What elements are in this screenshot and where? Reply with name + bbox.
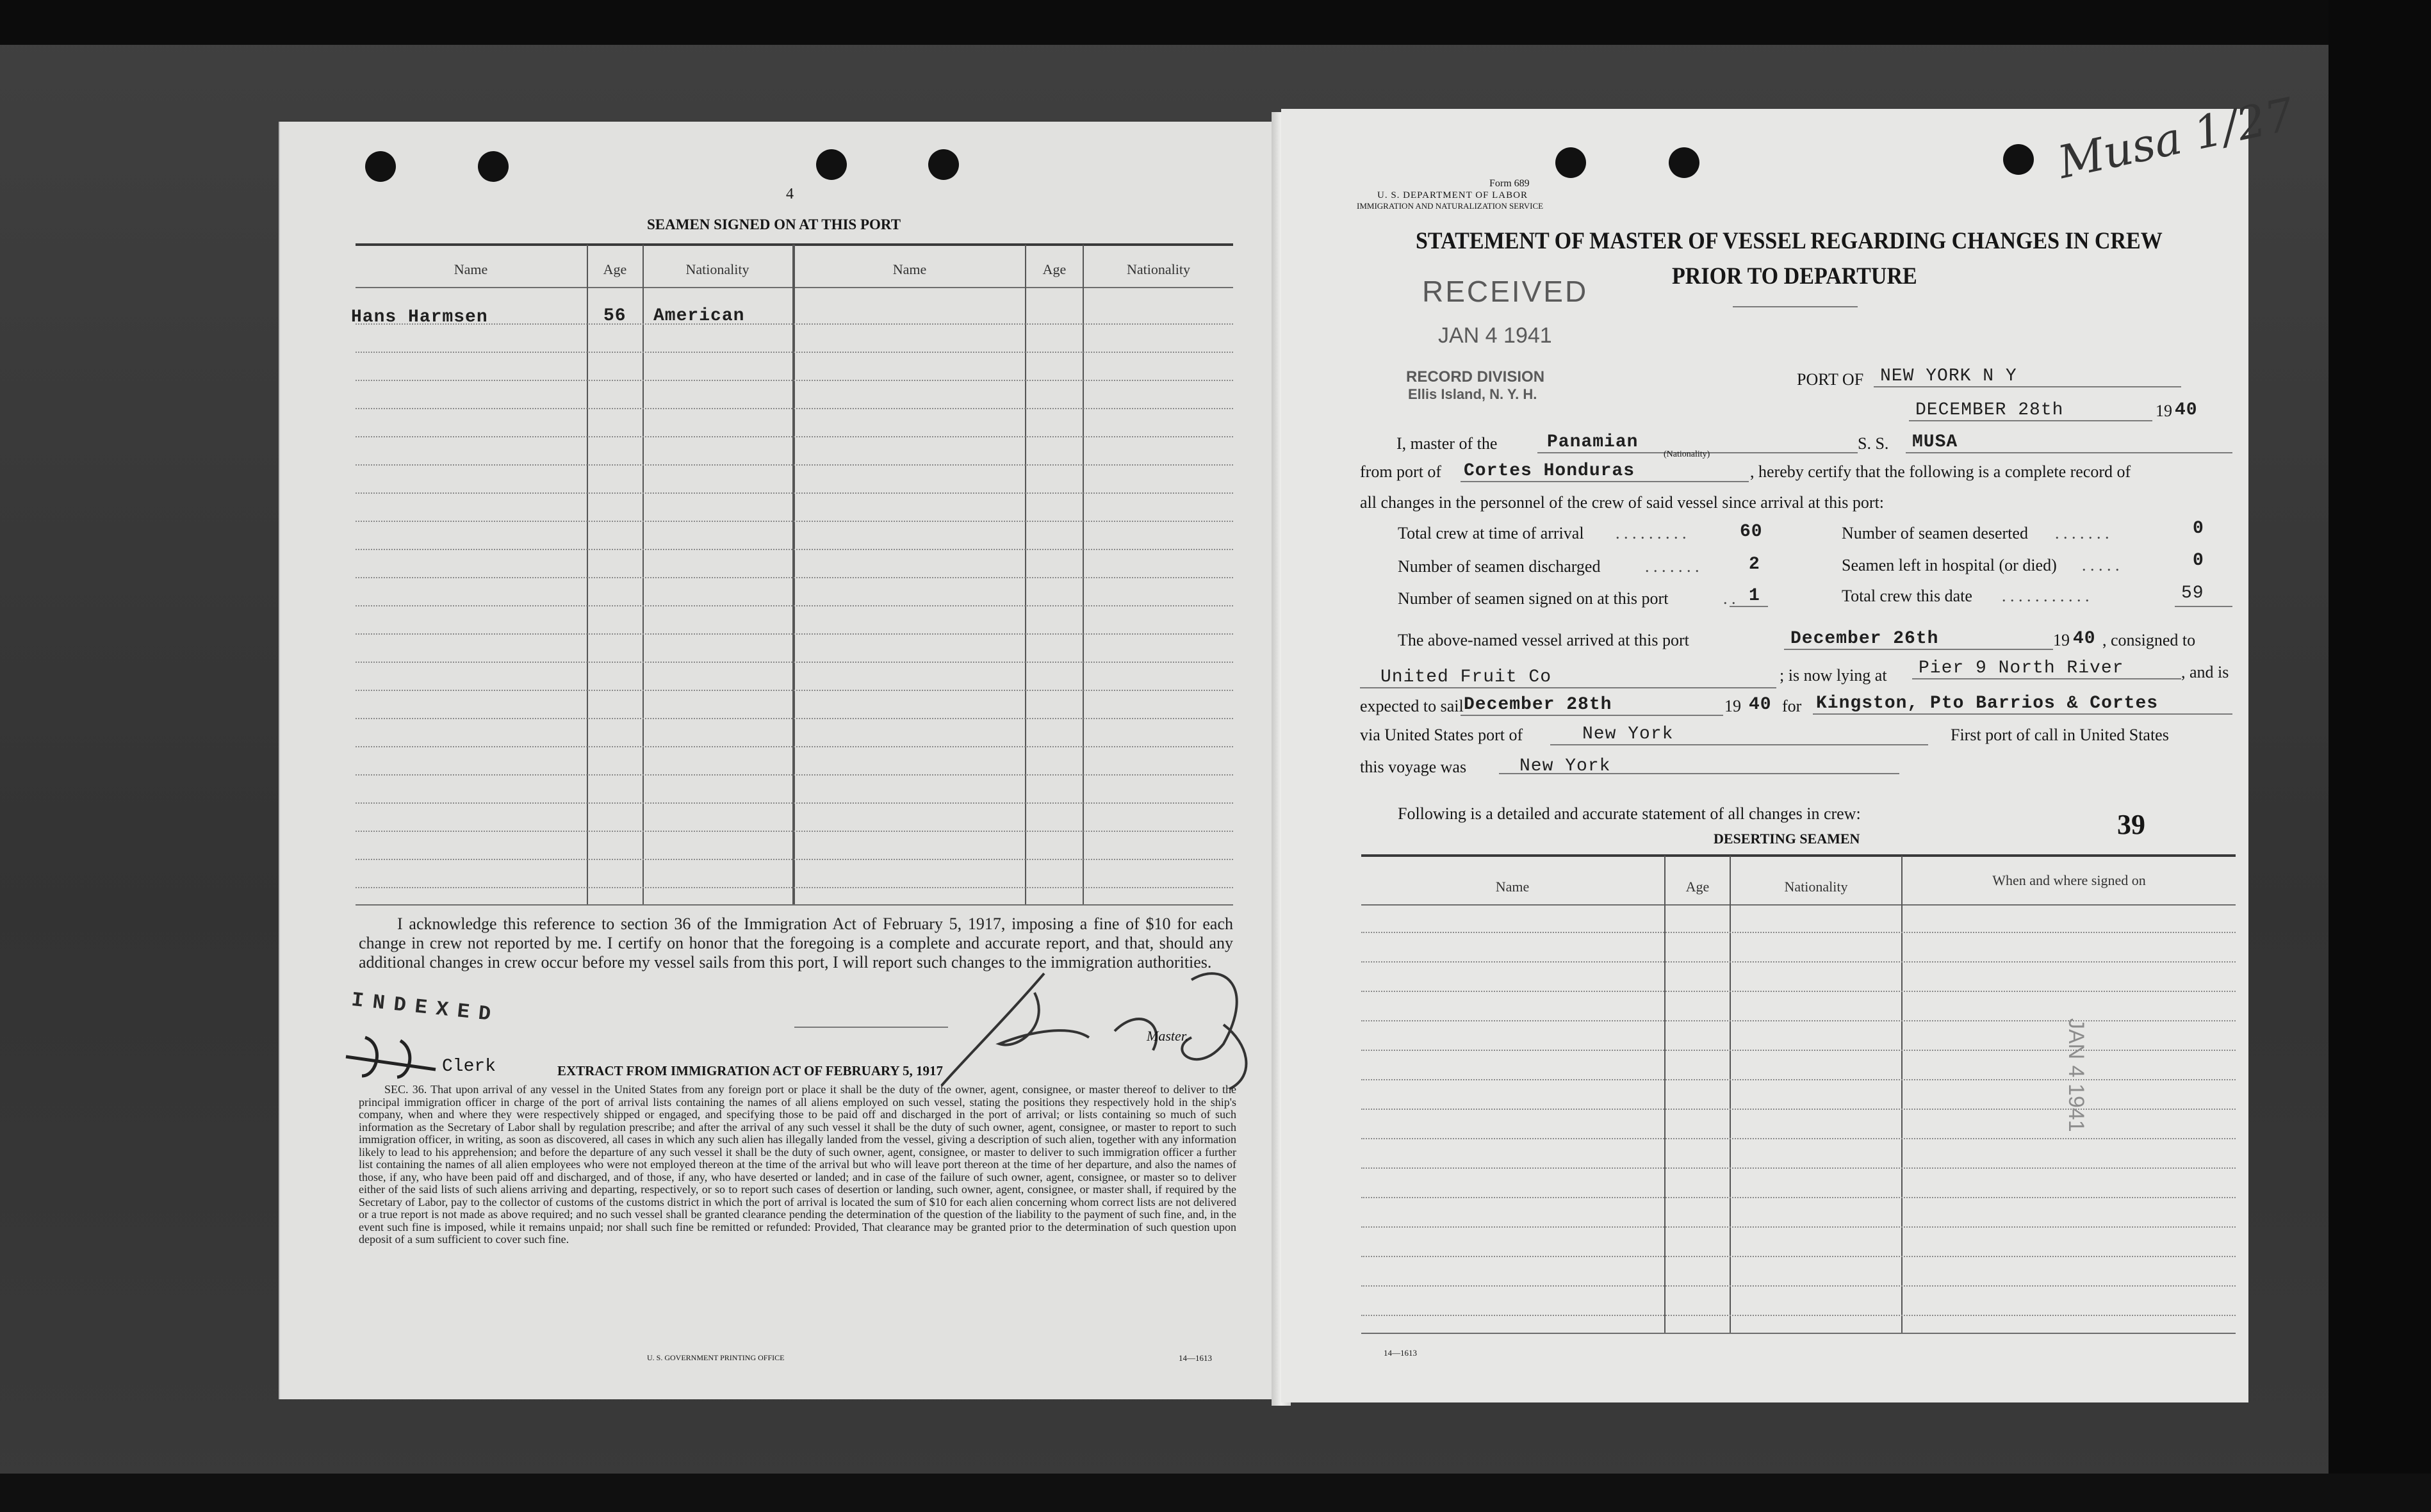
table-row-rule: [356, 436, 1233, 437]
table-col-rule: [1730, 856, 1731, 1333]
dot-leader: . . . . . . .: [1645, 557, 1699, 576]
stat-value-deserted: 0: [2193, 519, 2204, 539]
table-row-rule: [1361, 961, 2236, 963]
consignee-line: [1360, 687, 1776, 688]
form-number: Form 689: [1489, 178, 1530, 189]
via-label: via United States port of: [1360, 726, 1523, 744]
first-port-label: First port of call in United States: [1951, 726, 2169, 744]
stat-label-discharged: Number of seamen discharged: [1398, 557, 1601, 576]
port-label: PORT OF: [1797, 370, 1864, 389]
table-header-rule: [1361, 904, 2236, 906]
voyage-line: [1499, 773, 1899, 774]
col-header-age: Age: [603, 261, 627, 277]
table-row-rule: [1361, 1109, 2236, 1110]
from-port-line: [1461, 481, 1749, 482]
lying-line: [1912, 678, 2181, 679]
lying-value: Pier 9 North River: [1919, 658, 2124, 678]
table-row-rule: [1361, 1167, 2236, 1169]
col-header-nationality: Nationality: [1127, 261, 1190, 277]
service-name: IMMIGRATION AND NATURALIZATION SERVICE: [1357, 201, 1544, 211]
date-value: DECEMBER 28th: [1915, 400, 2064, 420]
received-stamp-label: RECEIVED: [1422, 275, 1589, 308]
punch-hole: [2003, 144, 2034, 175]
stat-value-signed-on: 1: [1749, 586, 1760, 606]
ss-label: S. S.: [1858, 434, 1889, 453]
received-stamp-location: Ellis Island, N. Y. H.: [1408, 386, 1537, 402]
form-code: 14—1613: [1384, 1348, 1417, 1358]
table-row-rule: [1361, 1197, 2236, 1198]
via-value: New York: [1582, 724, 1674, 744]
handwritten-corner-note: Musa 1/27: [2053, 88, 2299, 189]
table-col-rule: [1901, 856, 1903, 1333]
faint-date-stamp: JAN 4 1941: [2064, 1018, 2088, 1132]
port-line: [1874, 386, 2181, 387]
and-is-label: , and is: [2181, 663, 2229, 681]
date-line: [1909, 420, 2152, 421]
table-row-rule: [356, 577, 1233, 578]
master-signature: [922, 948, 1281, 1095]
dot-leader: . .: [1723, 589, 1736, 608]
arrived-year-prefix: 19: [2053, 631, 2070, 649]
table-col-rule: [587, 245, 588, 904]
stat-value-total-date: 59: [2181, 583, 2204, 603]
certify-text: , hereby certify that the following is a complete record of: [1750, 462, 2131, 481]
punch-hole: [928, 149, 959, 180]
table-row-rule: [356, 380, 1233, 381]
received-stamp-division: RECORD DIVISION: [1406, 368, 1545, 386]
table-row-rule: [356, 521, 1233, 522]
sail-value: December 28th: [1464, 695, 1612, 715]
dot-leader: . . . . . . . . .: [1616, 524, 1687, 542]
table-row-rule: [356, 492, 1233, 494]
dot-leader: . . . . . . . . . . .: [2002, 587, 2090, 605]
table-row-rule: [356, 464, 1233, 466]
stat-underline: [2175, 606, 2232, 607]
for-label: for: [1782, 697, 1802, 715]
table-row-rule: [356, 887, 1233, 888]
table-bottom-rule: [356, 904, 1233, 906]
voyage-value: New York: [1519, 756, 1611, 776]
table-row-rule: [356, 718, 1233, 719]
scan-border-bottom: [0, 1474, 2431, 1512]
table-row-rule: [1361, 991, 2236, 992]
table-col-rule: [1664, 856, 1666, 1333]
port-value: NEW YORK N Y: [1880, 366, 2017, 386]
table-row-rule: [1361, 1138, 2236, 1139]
master-of-label: I, master of the: [1396, 434, 1498, 453]
stat-label-total-date: Total crew this date: [1842, 587, 1972, 605]
col-header-name: Name: [1495, 879, 1530, 895]
destination-line: [1813, 713, 2232, 715]
following-text: Following is a detailed and accurate statement of all changes in crew:: [1398, 804, 1861, 823]
punch-hole: [1555, 147, 1586, 178]
table-row-rule: [356, 408, 1233, 409]
section-title-deserting: DESERTING SEAMEN: [1714, 831, 1860, 847]
extract-title: EXTRACT FROM IMMIGRATION ACT OF FEBRUARY 5, 1917: [557, 1063, 944, 1078]
table-row-rule: [1361, 1079, 2236, 1080]
year-prefix: 19: [2156, 402, 2172, 420]
page-number: 4: [786, 186, 794, 202]
dot-leader: . . . . . . .: [2055, 524, 2109, 542]
expected-label: expected to sail: [1360, 697, 1464, 715]
scan-border-right: [2329, 0, 2431, 1512]
destination-value: Kingston, Pto Barrios & Cortes: [1816, 694, 2159, 713]
sail-line: [1461, 715, 1723, 716]
col-header-nationality: Nationality: [1784, 879, 1848, 895]
department-name: U. S. DEPARTMENT OF LABOR: [1377, 190, 1528, 200]
stat-label-total-arrival: Total crew at time of arrival: [1398, 524, 1584, 542]
table-row-rule: [1361, 1285, 2236, 1287]
ship-name: MUSA: [1912, 432, 1958, 452]
table-row-rule: [356, 633, 1233, 635]
table-row-rule: [356, 802, 1233, 804]
nationality-value: Panamian: [1547, 432, 1639, 452]
punch-hole: [816, 149, 847, 180]
table-cell-nationality: American: [653, 306, 745, 326]
arrived-year: 40: [2073, 629, 2096, 649]
extract-text: SEC. 36. That upon arrival of any vessel in the United States from any foreign port or place it shall be the duty of the owner, agent, consignee, or master thereof to deliver to the principal immigration officer in charge of the port of arrival lists containing the names of all aliens employed on such vessel, stating the positions they respectively hold in the ship's company, when and where they were respectively shipped or engaged, and specifying those to be paid off and discharged in the port of arrival; or lists containing so much of such information as the Secretary of Labor shall by regulation prescribe; and after the arrival of any such vessel it shall be the duty of such owner, agent, consignee, or master to report to such immigration officer, in writing, as soon as discovered, all cases in which any such alien has illegally landed from the vessel, giving a description of such alien, together with any information likely to lead to his apprehension; and before the departure of any such vessel it shall be the duty of such owner, agent, consignee, or master to deliver to such immigration officer a further list containing the names of all alien employees who were not employed thereon at the time of the arrival but who will leave port thereon at the time of her departure, and also the names of those, if any, who have been paid off and discharged, and of those, if any, who have deserted or landed; and in case of the failure of such owner, agent, consignee, or master so to deliver either of the said lists of such aliens arriving and departing, respectively, or so to report such cases of desertion or landing, such owner, agent, consignee, or master shall, if required by the Secretary of Labor, pay to the collector of customs of the customs district in which the port of arrival is located the sum of $10 for each alien concerning whom correct lists are not delivered or a true report is not made as above required; and no such vessel shall be granted clearance pending the determination of the question of the liability to the payment of such fine, and, in the event such fine is imposed, while it remains unpaid; nor shall such fine be remitted or refunded: Provided, That clearance may be granted prior to the determination of such question upon deposit of a sum sufficient to cover such fine.: [359, 1083, 1236, 1246]
table-row-rule: [356, 690, 1233, 691]
arrived-value: December 26th: [1790, 629, 1939, 649]
stat-label-signed-on: Number of seamen signed on at this port: [1398, 589, 1669, 608]
col-header-nationality: Nationality: [685, 261, 749, 277]
col-header-signed-on: When and where signed on: [1992, 872, 2146, 888]
year-suffix: 40: [2175, 400, 2198, 420]
arrived-line: [1784, 649, 2053, 650]
clerk-initials: [340, 1031, 442, 1082]
table-bottom-rule: [1361, 1333, 2236, 1334]
form-title-line2: PRIOR TO DEPARTURE: [1672, 263, 1917, 289]
col-header-name: Name: [892, 261, 927, 277]
table-col-rule: [643, 245, 644, 904]
indexed-stamp: INDEXED: [350, 988, 501, 1028]
stat-value-total-arrival: 60: [1740, 522, 1763, 542]
ship-line: [1906, 452, 2232, 453]
acknowledgement-text: I acknowledge this reference to section 36 of the Immigration Act of February 5, 1917, imposing a fine of $10 for each change in crew not reported by me. I certify on honor that the foregoing is a complete and accurate report, and that, should any additional changes in crew occur before my vessel sails from this port, I will report such changes to the immigration authorities.: [359, 915, 1233, 971]
voyage-label: this voyage was: [1360, 758, 1467, 776]
table-row-rule: [356, 831, 1233, 832]
table-top-rule: [1361, 854, 2236, 857]
table-row-rule: [356, 746, 1233, 747]
sail-year-prefix: 19: [1724, 697, 1741, 715]
scan-border-top: [0, 0, 2431, 45]
dot-leader: . . . . .: [2082, 556, 2120, 574]
table-mid-rule: [792, 245, 795, 904]
punch-hole: [1669, 147, 1699, 178]
stat-underline: [1730, 606, 1768, 607]
consigned-label: , consigned to: [2102, 631, 2196, 649]
clerk-label: Clerk: [442, 1057, 496, 1077]
table-row-rule: [1361, 1050, 2236, 1051]
master-label: Master.: [1147, 1028, 1189, 1044]
stat-value-hospital: 0: [2193, 551, 2204, 571]
signature-line: [794, 1027, 948, 1028]
lying-label: ; is now lying at: [1780, 666, 1887, 685]
from-port-label: from port of: [1360, 462, 1442, 481]
col-header-name: Name: [454, 261, 488, 277]
table-col-rule: [1083, 245, 1084, 904]
table-row-rule: [356, 605, 1233, 606]
table-row-rule: [356, 549, 1233, 550]
from-port-value: Cortes Honduras: [1464, 461, 1635, 481]
punch-hole: [365, 151, 396, 182]
stat-value-discharged: 2: [1749, 555, 1760, 574]
arrived-label: The above-named vessel arrived at this port: [1398, 631, 1689, 649]
punch-hole: [478, 151, 509, 182]
table-row-rule: [356, 774, 1233, 776]
col-header-age: Age: [1042, 261, 1067, 277]
table-cell-age: 56: [603, 306, 626, 326]
table-row-rule: [356, 352, 1233, 353]
table-row-rule: [356, 662, 1233, 663]
handwritten-number: 39: [2117, 809, 2145, 840]
received-stamp-date: JAN 4 1941: [1438, 323, 1552, 348]
table-col-rule: [1025, 245, 1026, 904]
all-changes-text: all changes in the personnel of the crew of said vessel since arrival at this port:: [1360, 493, 1885, 512]
form-title-line1: STATEMENT OF MASTER OF VESSEL REGARDING CHANGES IN CREW: [1416, 228, 2163, 254]
section-title-signed-on: SEAMEN SIGNED ON AT THIS PORT: [647, 216, 901, 232]
table-row-rule: [1361, 1256, 2236, 1257]
table-row-rule: [356, 859, 1233, 860]
table-row-rule: [1361, 1020, 2236, 1021]
nationality-caption: (Nationality): [1664, 450, 1710, 459]
table-row-rule: [1361, 1226, 2236, 1228]
form-code: 14—1613: [1179, 1353, 1212, 1363]
table-cell-name: Hans Harmsen: [351, 307, 488, 327]
stat-label-deserted: Number of seamen deserted: [1842, 524, 2028, 542]
sail-year: 40: [1749, 695, 1772, 715]
printing-office: U. S. GOVERNMENT PRINTING OFFICE: [647, 1353, 785, 1362]
via-line: [1550, 744, 1928, 745]
stat-label-hospital: Seamen left in hospital (or died): [1842, 556, 2057, 574]
title-underline: [1733, 306, 1858, 307]
table-row-rule: [1361, 932, 2236, 933]
table-row-rule: [1361, 1315, 2236, 1316]
consignee-value: United Fruit Co: [1380, 667, 1552, 687]
col-header-age: Age: [1685, 879, 1710, 895]
